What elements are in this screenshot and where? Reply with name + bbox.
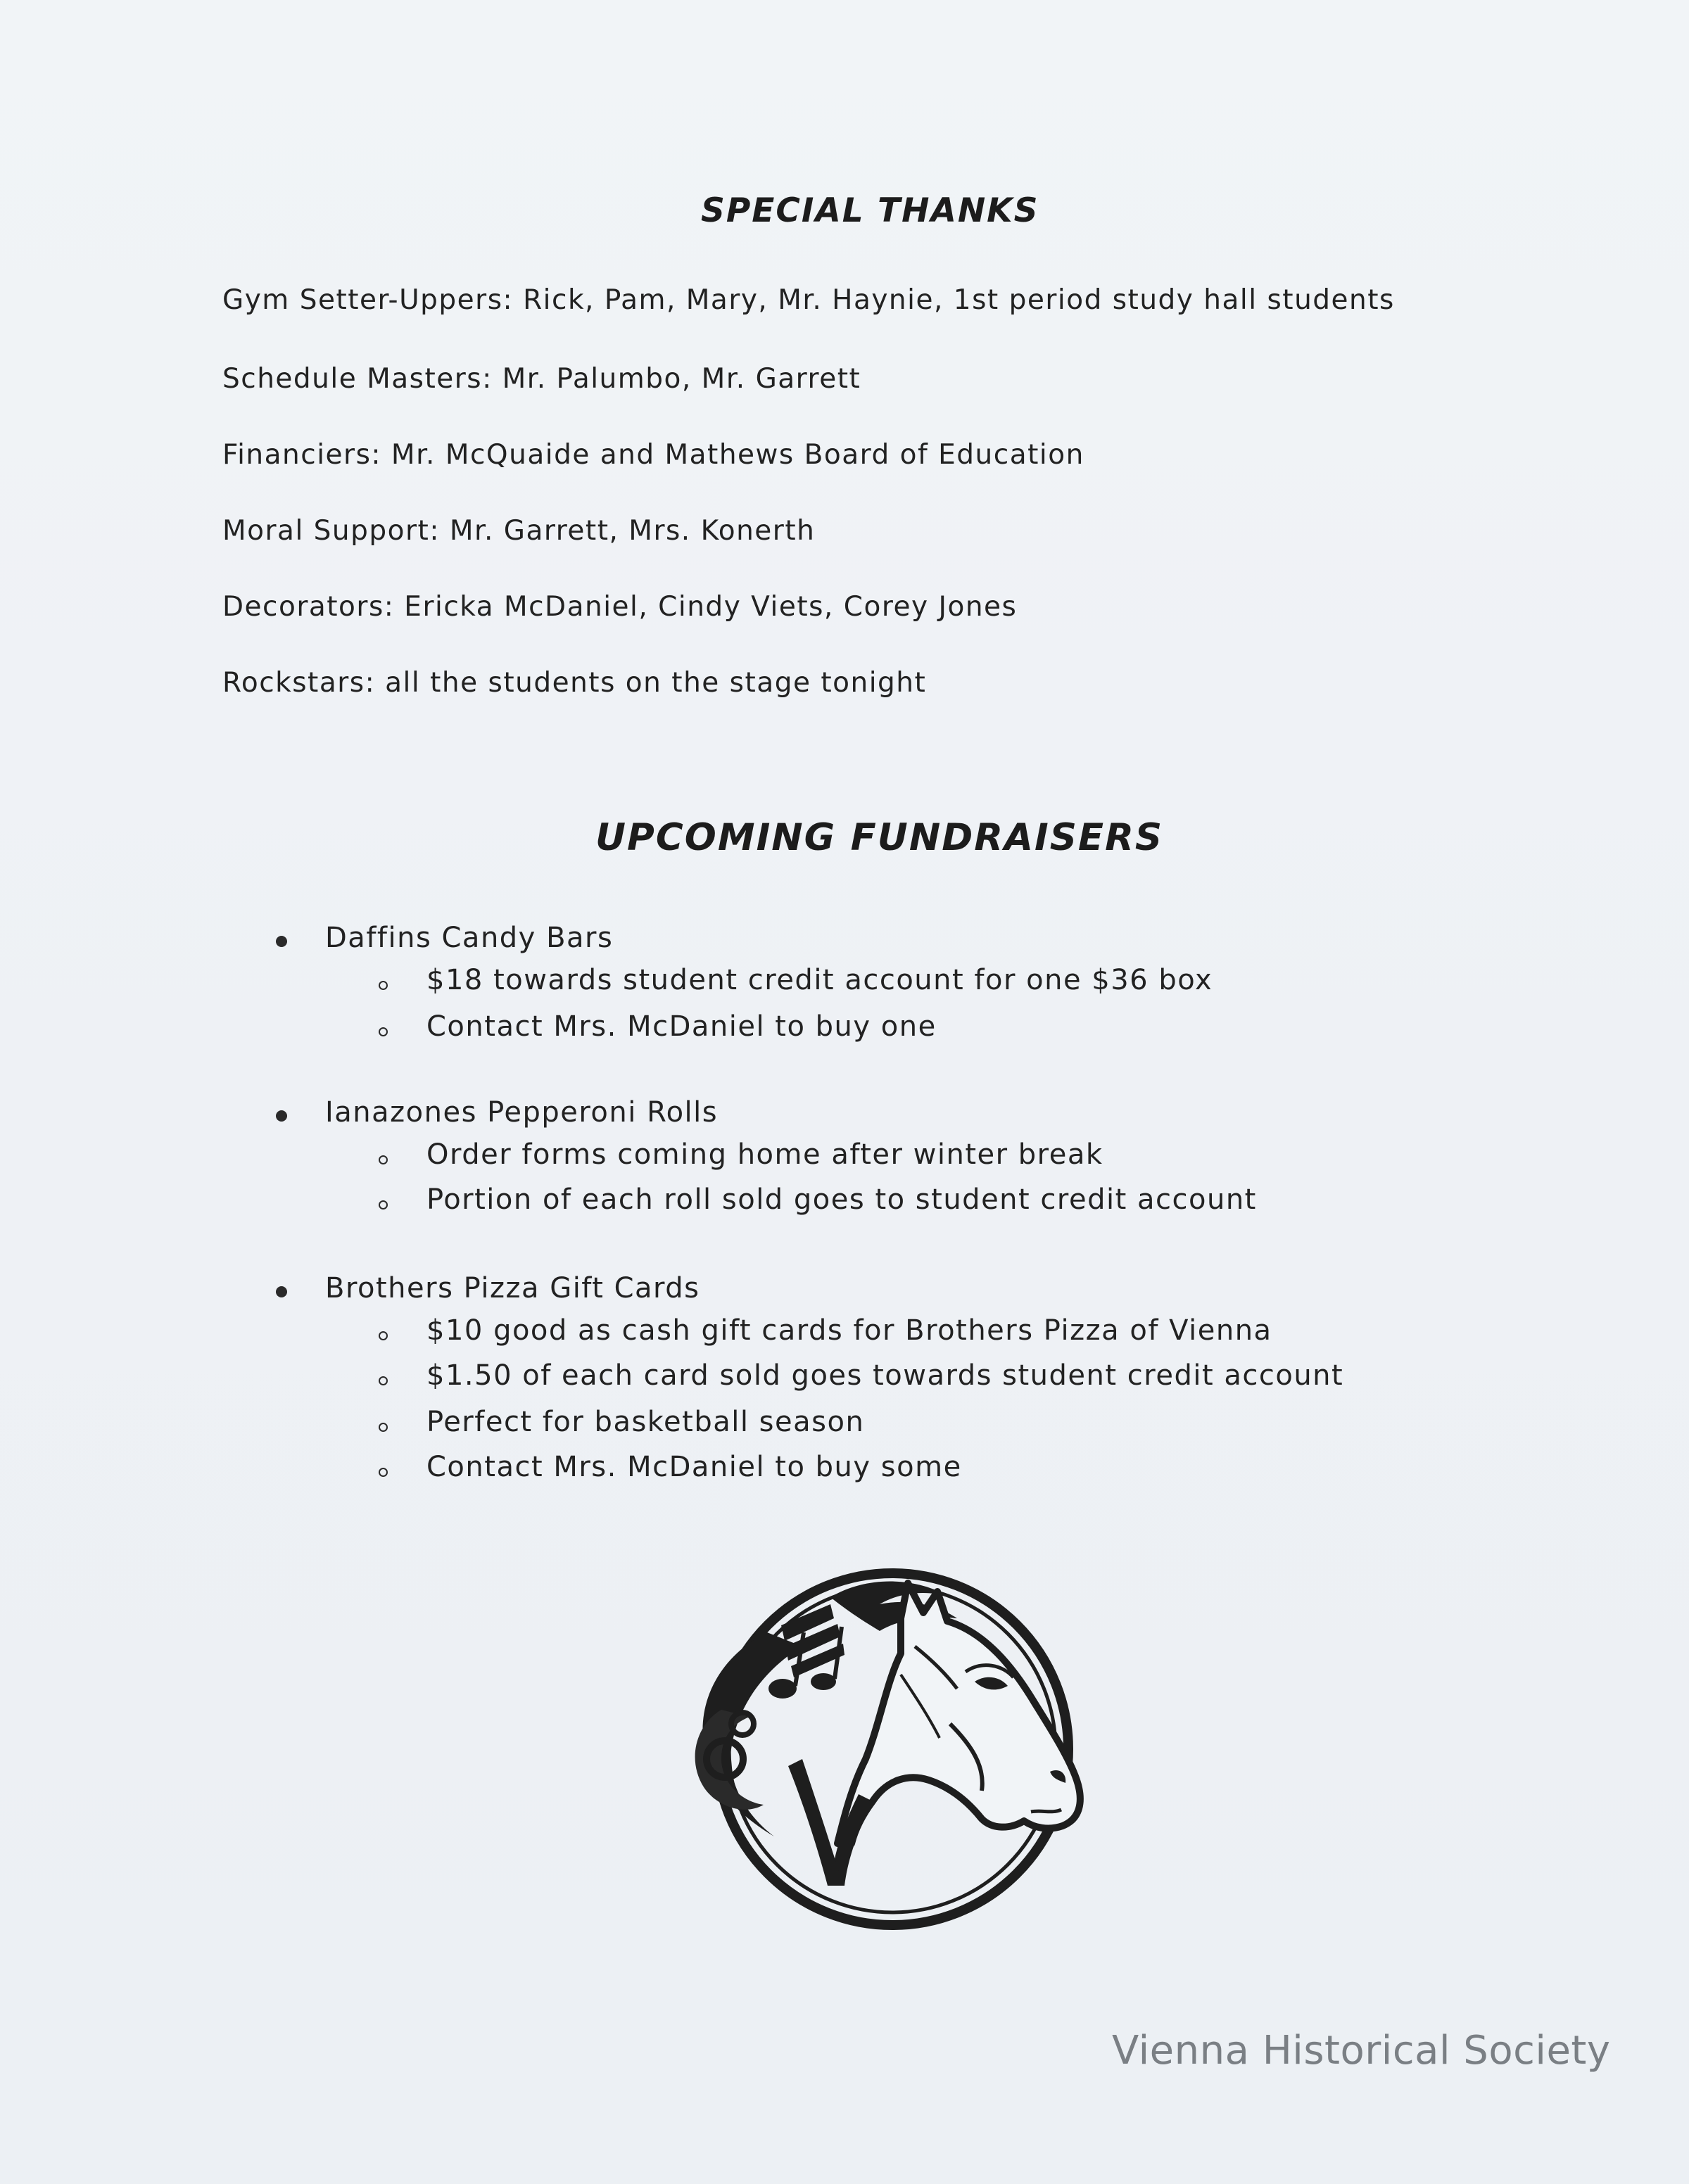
fundraiser-item-candy-bars: Daffins Candy Bars — [325, 922, 614, 954]
sub-bullet-icon — [379, 981, 388, 990]
fundraiser-detail: $10 good as cash gift cards for Brothers Pizza of Vienna — [426, 1314, 1272, 1347]
thanks-line-rockstars: Rockstars: all the students on the stage tonight — [222, 667, 927, 699]
special-thanks-heading: SPECIAL THANKS — [701, 191, 1039, 230]
fundraiser-detail: Contact Mrs. McDaniel to buy some — [426, 1451, 962, 1483]
sub-bullet-icon — [379, 1331, 388, 1340]
bullet-icon — [276, 1286, 287, 1297]
sub-bullet-icon — [379, 1376, 388, 1385]
sub-bullet-icon — [379, 1155, 388, 1164]
sub-bullet-icon — [379, 1027, 388, 1036]
fundraiser-item-pizza-gift-cards: Brothers Pizza Gift Cards — [325, 1272, 700, 1304]
upcoming-fundraisers-heading: UPCOMING FUNDRAISERS — [595, 816, 1164, 859]
fundraiser-item-pepperoni-rolls: Ianazones Pepperoni Rolls — [325, 1096, 719, 1129]
watermark-text: Vienna Historical Society — [1112, 2028, 1611, 2074]
thanks-line-decorators: Decorators: Ericka McDaniel, Cindy Viets, Corey Jones — [222, 591, 1018, 623]
fundraiser-detail: Portion of each roll sold goes to student credit account — [426, 1183, 1257, 1216]
sub-bullet-icon — [379, 1468, 388, 1477]
fundraiser-detail: $1.50 of each card sold goes towards student credit account — [426, 1359, 1344, 1392]
sub-bullet-icon — [379, 1200, 388, 1210]
thanks-line-schedule: Schedule Masters: Mr. Palumbo, Mr. Garrett — [222, 363, 861, 395]
thanks-line-moral-support: Moral Support: Mr. Garrett, Mrs. Konerth — [222, 515, 816, 547]
mustang-horse-head-icon — [619, 1548, 1133, 1942]
bullet-icon — [276, 936, 287, 947]
fundraiser-detail: Contact Mrs. McDaniel to buy one — [426, 1010, 937, 1043]
sub-bullet-icon — [379, 1423, 388, 1432]
thanks-line-gym: Gym Setter-Uppers: Rick, Pam, Mary, Mr. Haynie, 1st period study hall students — [222, 284, 1395, 316]
fundraiser-detail: Order forms coming home after winter break — [426, 1138, 1103, 1171]
bullet-icon — [276, 1110, 287, 1122]
fundraiser-detail: $18 towards student credit account for one $36 box — [426, 964, 1213, 996]
fundraiser-detail: Perfect for basketball season — [426, 1406, 865, 1438]
thanks-line-financiers: Financiers: Mr. McQuaide and Mathews Board of Education — [222, 439, 1084, 471]
